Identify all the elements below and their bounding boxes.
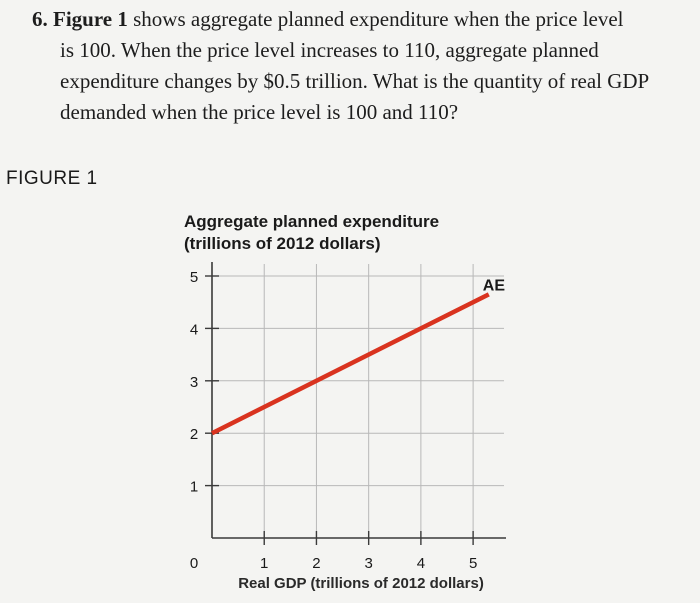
series-line-1 <box>212 294 489 433</box>
x-tick-label-5: 5 <box>468 555 478 572</box>
question-line-1 <box>32 4 672 35</box>
question-number: 6. <box>32 7 48 31</box>
y-tick-label-2: 2 <box>189 426 199 444</box>
y-tick-label-3: 3 <box>189 373 199 391</box>
chart-title-line-2: (trillions of 2012 dollars) <box>184 234 381 253</box>
origin-label: 0 <box>189 555 199 572</box>
question-text <box>32 4 672 128</box>
chart-area <box>0 200 700 598</box>
y-tick-label-5: 5 <box>189 269 199 286</box>
x-tick-label-1: 1 <box>260 555 269 572</box>
y-tick-label-1: 1 <box>189 478 199 496</box>
series-label-1: AE <box>482 277 506 295</box>
figure-label: FIGURE 1 <box>6 168 98 189</box>
question-line-2: is 100. When the price level increases to 110, aggregate planned <box>60 38 599 62</box>
ae-chart <box>0 200 700 598</box>
x-tick-label-3: 3 <box>364 555 373 572</box>
question-line-3: expenditure changes by $0.5 trillion. What is the quantity of real GDP <box>60 69 650 93</box>
x-tick-label-4: 4 <box>416 555 426 572</box>
question-line-4: demanded when the price level is 100 and 110? <box>60 100 459 124</box>
question-line-1-rest: shows aggregate planned expenditure when the price level <box>127 7 624 31</box>
y-tick-label-4: 4 <box>189 321 199 339</box>
figure-reference: Figure 1 <box>53 7 128 31</box>
chart-title-line-1: Aggregate planned expenditure <box>184 212 440 231</box>
x-tick-label-2: 2 <box>312 555 321 572</box>
x-axis-label: Real GDP (trillions of 2012 dollars) <box>238 575 484 592</box>
